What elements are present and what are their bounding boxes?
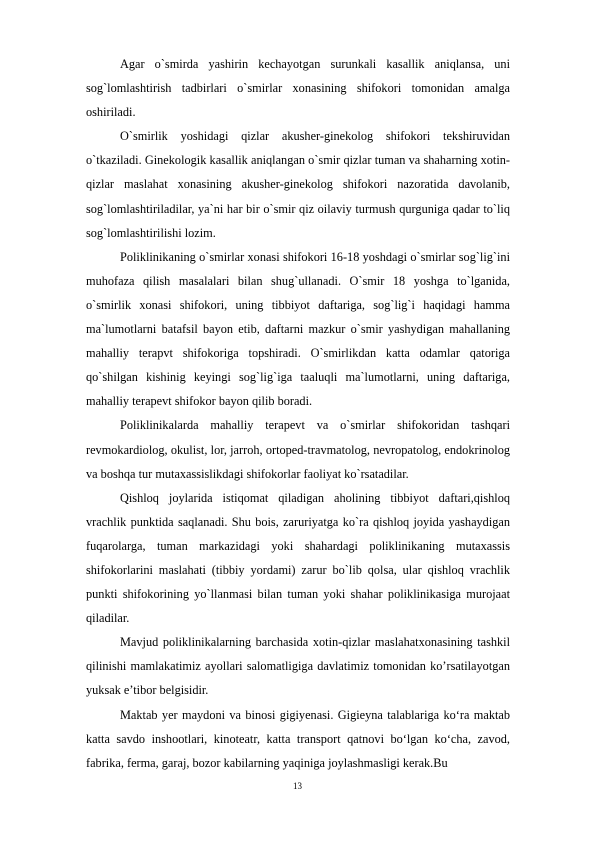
paragraph-specialists: Poliklinikalarda mahalliy terapevt va o`smirlar shifokoridan tashqari revmokardiolog, okulist, lor, jarroh, ortoped-travmatolog, nevropatolog, endokrinolog va boshqa tur mutaxassislikdagi shifokorlar faoliyat ko`rsatadilar.	[86, 418, 510, 481]
paragraph-school-hygiene: Maktab yer maydoni va binosi gigiyenasi. Gigieyna talablariga ko‘ra maktab katta savdo inshootlari, kinoteatr, katta transport qatnovi bo‘lgan ko‘cha, zavod, fabrika, ferma, garaj, bozor kabilarning yaqiniga joylashmasligi kerak.Bu	[86, 707, 510, 770]
paragraph-rural-care: Qishloq joylarida istiqomat qiladigan aholining tibbiyot daftari,qishloq vrachlik punktida saqlanadi. Shu bois, zaruriyatga ko`ra qishloq joyida yashaydigan fuqarolarga, tuman markazidagi yoki shahardagi poliklinikaning mutaxassis shifokorlarini maslahati (tibbiy yordami) zarur bo`lib qolsa, ular qishloq vrachlik punkti shifokorining yo`llanmasi bilan tuman yoki shahar poliklinikasiga murojaat qiladilar.	[86, 490, 510, 626]
paragraph-chronic-illness: Agar o`smirda yashirin kechayotgan surunkali kasallik aniqlansa, uni sog`lomlashtirish tadbirlari o`smirlar xonasining shifokori tomonidan amalga oshiriladi.	[86, 57, 510, 120]
paragraph-gynecology: O`smirlik yoshidagi qizlar akusher-ginekolog shifokori tekshiruvidan o`tkaziladi. Ginekologik kasallik aniqlangan o`smir qizlar tuman va shaharning xotin-qizlar maslahat xonasining akusher-ginekolog shifokori nazoratida davolanib, sog`lomlashtiriladilar, ya`ni har bir o`smir qiz oilaviy turmush qurguniga qadar to`liq sog`lomlashtirilishi lozim.	[86, 129, 510, 240]
page-body	[86, 52, 510, 775]
paragraph-adolescent-office: Poliklinikaning o`smirlar xonasi shifokori 16-18 yoshdagi o`smirlar sog`lig`ini muhofaza qilish masalalari bilan shug`ullanadi. O`smir 18 yoshga to`lganida, o`smirlik xonasi shifokori, uning tibbiyot daftariga, sog`lig`i haqidagi hamma ma`lumotlarni batafsil bayon etib, daftarni mazkur o`smir yashydigan mahallaning mahalliy terapvt shifokoriga topshiradi. O`smirlikdan katta odamlar qatoriga qo`shilgan kishinig keyingi sog`lig`iga taaluqli ma`lumotlarni, uning daftariga, mahalliy terapevt shifokor bayon qilib boradi.	[86, 249, 510, 409]
paragraph-womens-consultation: Mavjud poliklinikalarning barchasida xotin-qizlar maslahatxonasining tashkil qilinishi mamlakatimiz ayollari salomatligiga davlatimiz tomonidan ko’rsatilayotgan yuksak e’tibor belgisidir.	[86, 635, 510, 698]
page-number: 13	[293, 781, 302, 791]
